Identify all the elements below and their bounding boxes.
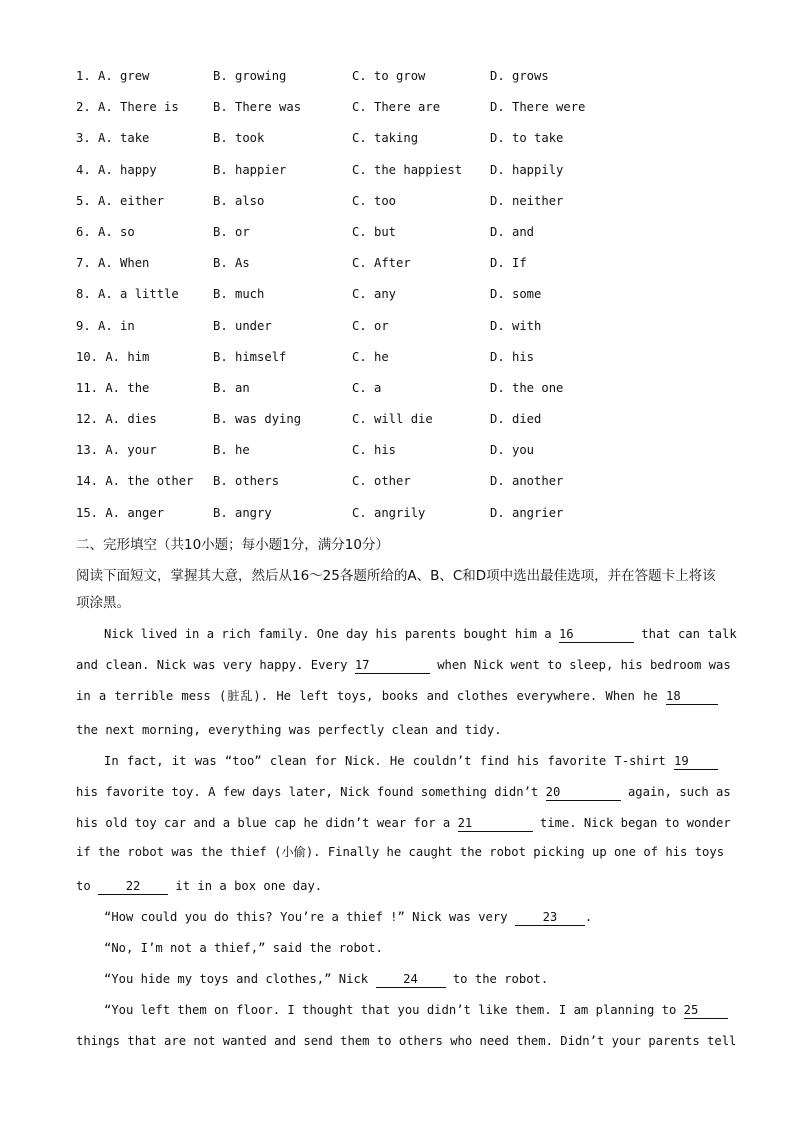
question-row — [76, 223, 756, 254]
question-number-option-a: 15. A. anger — [76, 505, 165, 520]
question-row — [76, 379, 756, 410]
option-d: D. another — [490, 474, 564, 489]
blank-19: 19 — [674, 753, 718, 770]
option-c: C. There are — [352, 100, 441, 115]
option-d: D. grows — [490, 69, 549, 83]
section-instruction: 阅读下面短文，掌握其大意，然后从16～25各题所给的A、B、C和D项中选出最佳选项，并在答题卡上将该项涂黑。 — [76, 568, 716, 611]
passage-line: things that are not wanted and send them to others who need them. Didn’t your parents tell — [76, 1034, 737, 1048]
blank-23: 23 — [515, 909, 585, 926]
option-d: D. angrier — [490, 505, 564, 520]
option-d: D. you — [490, 443, 535, 458]
option-d: D. to take — [490, 131, 564, 146]
question-number-option-a: 14. A. the other — [76, 474, 194, 489]
option-b: B. he — [213, 443, 250, 458]
blank-21: 21 — [458, 815, 533, 832]
question-number-option-a: 11. A. the — [76, 380, 150, 395]
question-number-option-a: 4. A. happy — [76, 162, 157, 177]
question-row — [76, 348, 756, 379]
passage-line: “You hide my toys and clothes,” Nick 24 to the robot. — [104, 972, 549, 986]
passage-line: if the robot was the thief (小偷). Finally he caught the robot picking up one of his toys — [76, 845, 725, 859]
passage-line: “No, I’m not a thief,” said the robot. — [104, 941, 383, 955]
option-c: C. but — [352, 224, 397, 239]
passage-line: the next morning, everything was perfectly clean and tidy. — [76, 723, 502, 737]
option-b: B. was dying — [213, 412, 302, 427]
option-d: D. and — [490, 224, 535, 239]
blank-18: 18 — [666, 688, 718, 705]
option-b: B. much — [213, 287, 265, 302]
option-b: B. an — [213, 380, 250, 395]
option-c: C. angrily — [352, 505, 426, 520]
blank-25: 25 — [684, 1002, 728, 1019]
option-d: D. his — [490, 349, 535, 364]
option-d: D. the one — [490, 380, 564, 395]
question-row — [76, 441, 756, 472]
question-row — [76, 67, 756, 98]
option-c: C. too — [352, 193, 397, 208]
option-c: C. other — [352, 474, 411, 489]
option-d: D. happily — [490, 162, 564, 177]
passage-line: his old toy car and a blue cap he didn’t wear for a 21 time. Nick began to wonder — [76, 816, 731, 830]
option-c: C. or — [352, 318, 389, 333]
option-c: C. the happiest — [352, 162, 463, 177]
passage-line: In fact, it was “too” clean for Nick. He couldn’t find his favorite T-shirt 19 — [76, 751, 718, 782]
blank-24: 24 — [376, 971, 446, 988]
option-b: B. happier — [213, 162, 287, 177]
option-d: D. There were — [490, 100, 586, 115]
question-row — [76, 472, 756, 503]
passage-line: Nick lived in a rich family. One day his parents bought him a 16 that can talk — [104, 627, 737, 641]
question-row — [76, 129, 756, 160]
question-number-option-a: 3. A. take — [76, 131, 150, 146]
option-b: B. There was — [213, 100, 302, 115]
question-number-option-a: 12. A. dies — [76, 412, 157, 427]
multiple-choice-list — [76, 67, 756, 535]
question-number-option-a: 2. A. There is — [76, 100, 179, 115]
option-c: C. any — [352, 287, 397, 302]
question-number-option-a: 5. A. either — [76, 193, 165, 208]
option-b: B. also — [213, 193, 265, 208]
passage-line: “How could you do this? You’re a thief !” Nick was very 23 . — [104, 910, 593, 924]
blank-17: 17 — [355, 657, 430, 674]
question-number-option-a: 8. A. a little — [76, 287, 179, 302]
question-number-option-a: 13. A. your — [76, 443, 157, 458]
option-c: C. taking — [352, 131, 419, 146]
question-row — [76, 285, 756, 316]
passage-line: in a terrible mess (脏乱). He left toys, books and clothes everywhere. When he 18 — [76, 686, 718, 720]
option-c: C. a — [352, 380, 382, 395]
option-d: D. neither — [490, 193, 564, 208]
option-d: D. some — [490, 287, 542, 302]
question-row — [76, 317, 756, 348]
question-number-option-a: 10. A. him — [76, 349, 150, 364]
option-c: C. will die — [352, 412, 433, 427]
passage-line: to 22 it in a box one day. — [76, 879, 323, 893]
blank-22: 22 — [98, 878, 168, 895]
question-number-option-a: 1. A. grew — [76, 69, 150, 83]
cloze-passage — [76, 624, 737, 1062]
passage-line: his favorite toy. A few days later, Nick found something didn’t 20 again, such as — [76, 785, 731, 799]
option-b: B. under — [213, 318, 272, 333]
blank-20: 20 — [546, 784, 621, 801]
question-row — [76, 504, 756, 535]
option-b: B. As — [213, 256, 250, 271]
option-b: B. himself — [213, 349, 287, 364]
question-number-option-a: 9. A. in — [76, 318, 135, 333]
option-b: B. others — [213, 474, 280, 489]
option-c: C. he — [352, 349, 389, 364]
question-number-option-a: 6. A. so — [76, 224, 135, 239]
option-c: C. his — [352, 443, 397, 458]
option-b: B. or — [213, 224, 250, 239]
question-number-option-a: 7. A. When — [76, 256, 150, 271]
question-row — [76, 161, 756, 192]
passage-line: “You left them on floor. I thought that you didn’t like them. I am planning to 25 — [76, 1000, 718, 1031]
option-b: B. took — [213, 131, 265, 146]
question-row — [76, 192, 756, 223]
section-heading: 二、完形填空（共10小题；每小题1分，满分10分） — [76, 537, 389, 553]
passage-line: and clean. Nick was very happy. Every 17 when Nick went to sleep, his bedroom was — [76, 658, 731, 672]
option-c: C. to grow — [352, 69, 426, 83]
blank-16: 16 — [559, 626, 634, 643]
question-row — [76, 98, 756, 129]
question-row — [76, 410, 756, 441]
option-b: B. angry — [213, 505, 272, 520]
option-c: C. After — [352, 256, 411, 271]
option-d: D. with — [490, 318, 542, 333]
question-row — [76, 254, 756, 285]
option-b: B. growing — [213, 69, 287, 83]
option-d: D. died — [490, 412, 542, 427]
option-d: D. If — [490, 256, 527, 271]
